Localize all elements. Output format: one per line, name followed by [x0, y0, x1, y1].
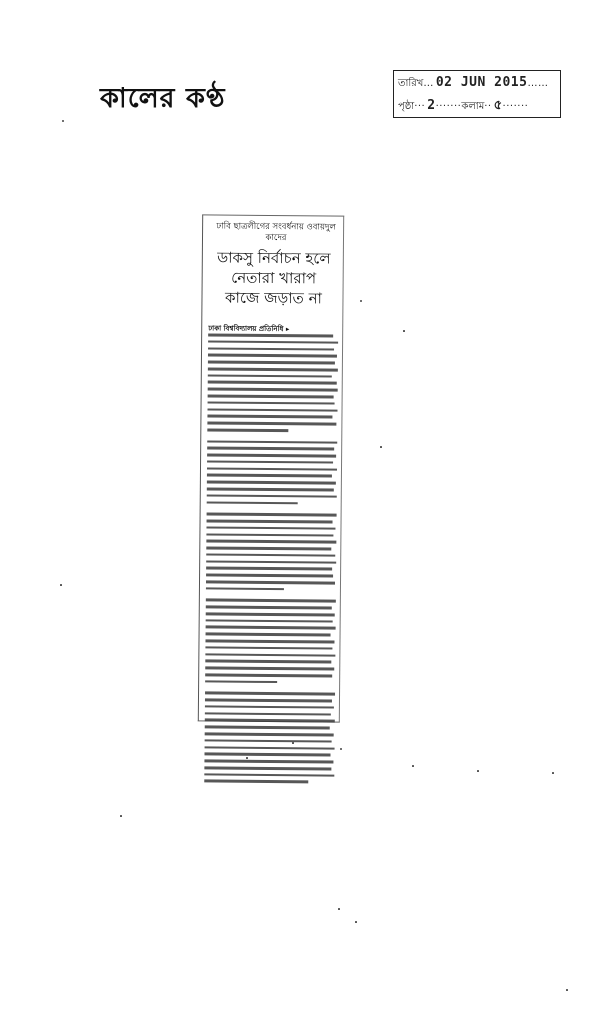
article-text-line: [207, 501, 298, 504]
scan-speck: [62, 120, 64, 122]
article-text-line: [208, 347, 334, 351]
headline-line: ডাকসু নির্বাচন হলে: [217, 248, 331, 268]
stamp-page-row: [398, 96, 528, 117]
article-text-line: [208, 367, 338, 371]
newspaper-masthead: কালের কণ্ঠ: [100, 83, 226, 114]
article-text-line: [205, 726, 330, 730]
stamp-dots: …: [423, 78, 434, 89]
article-headline: [208, 247, 339, 308]
article-text-line: [207, 519, 333, 523]
scan-speck: [380, 446, 382, 448]
article-text-line: [206, 612, 335, 616]
article-text-line: [208, 394, 334, 398]
article-text-line: [205, 646, 332, 650]
article-text-line: [208, 374, 332, 378]
stamp-page-value: 2: [427, 98, 436, 113]
article-text-line: [206, 587, 284, 590]
article-text-line: [208, 340, 338, 344]
headline-line: নেতারা খারাপ: [231, 268, 317, 288]
article-text-line: [205, 680, 277, 683]
scan-speck: [60, 584, 62, 586]
article-text-line: [204, 780, 308, 784]
article-text-line: [207, 447, 334, 451]
scan-speck: [338, 908, 340, 910]
stamp-date-label: তারিখ: [398, 78, 424, 89]
article-body: [204, 333, 338, 787]
article-text-line: [206, 626, 336, 630]
article-text-line: [207, 467, 337, 471]
scan-speck: [360, 300, 362, 302]
article-text-line: [206, 540, 336, 544]
article-text-line: [207, 481, 336, 485]
article-text-line: [205, 692, 335, 696]
stamp-column-label: কলাম: [461, 101, 485, 112]
stamp-dots: ·······: [502, 101, 529, 112]
article-text-line: [208, 408, 338, 412]
article-text-line: [207, 513, 337, 517]
article-text-line: [207, 454, 336, 458]
article-text-line: [208, 354, 337, 358]
article-text-line: [207, 460, 333, 464]
article-text-line: [205, 705, 334, 709]
stamp-page-label: পৃষ্ঠা: [398, 101, 415, 112]
article-text-line: [204, 760, 333, 764]
article-text-line: [207, 422, 336, 426]
article-text-line: [208, 401, 335, 405]
article-text-line: [205, 673, 332, 677]
article-text-line: [206, 567, 332, 571]
scan-speck: [292, 742, 294, 744]
article-text-line: [205, 660, 331, 664]
scan-speck: [246, 757, 248, 759]
scan-speck: [340, 748, 342, 750]
article-text-line: [205, 639, 334, 643]
article-text-line: [206, 533, 333, 537]
stamp-dots: ……: [527, 78, 549, 89]
stamp-date-row: [398, 75, 548, 93]
article-text-line: [207, 415, 332, 419]
article-text-line: [208, 333, 333, 337]
article-text-line: [205, 732, 334, 736]
article-text-line: [206, 547, 331, 551]
article-text-line: [204, 753, 330, 757]
article-text-line: [208, 381, 337, 385]
scan-speck: [477, 770, 479, 772]
article-text-line: [206, 526, 335, 530]
archive-date-stamp: [393, 70, 561, 118]
scan-speck: [412, 765, 414, 767]
article-text-line: [205, 739, 332, 743]
article-text-line: [206, 560, 336, 564]
article-text-line: [204, 766, 331, 770]
scan-speck: [403, 330, 405, 332]
article-text-line: [208, 361, 335, 365]
headline-line: কাজে জড়াত না: [224, 288, 323, 308]
stamp-dots: ·······: [435, 101, 462, 112]
scan-speck: [355, 921, 357, 923]
article-text-line: [205, 699, 332, 703]
article-text-line: [204, 773, 334, 777]
article-text-line: [206, 633, 331, 637]
article-text-line: [207, 487, 334, 491]
article-text-line: [205, 746, 335, 750]
article-text-line: [207, 494, 337, 498]
article-text-line: [205, 719, 335, 723]
article-text-line: [207, 474, 332, 478]
article-text-line: [208, 388, 338, 392]
stamp-dots: ···: [414, 101, 426, 112]
article-text-line: [207, 428, 288, 431]
article-text-line: [205, 653, 335, 657]
article-text-line: [206, 553, 335, 557]
scan-speck: [552, 772, 554, 774]
article-kicker: ঢাবি ছাত্রলীগের সংবর্ধনায় ওবায়দুল কাদের: [216, 221, 336, 244]
article-text-line: [206, 580, 335, 584]
scan-speck: [120, 815, 122, 817]
scan-speck: [566, 989, 568, 991]
newspaper-clipping: [198, 214, 344, 722]
article-text-line: [207, 440, 337, 444]
article-text-line: [205, 667, 334, 671]
article-text-line: [206, 574, 333, 578]
article-text-line: [205, 712, 331, 716]
stamp-column-value: ৫: [493, 98, 503, 113]
article-text-line: [206, 599, 336, 603]
article-byline: ঢাকা বিশ্ববিদ্যালয় প্রতিনিধি ▸: [208, 324, 290, 334]
stamp-date-value: 02 JUN 2015: [435, 75, 528, 90]
article-text-line: [206, 619, 333, 623]
article-text-line: [206, 606, 332, 610]
stamp-dots: ··: [484, 101, 492, 112]
